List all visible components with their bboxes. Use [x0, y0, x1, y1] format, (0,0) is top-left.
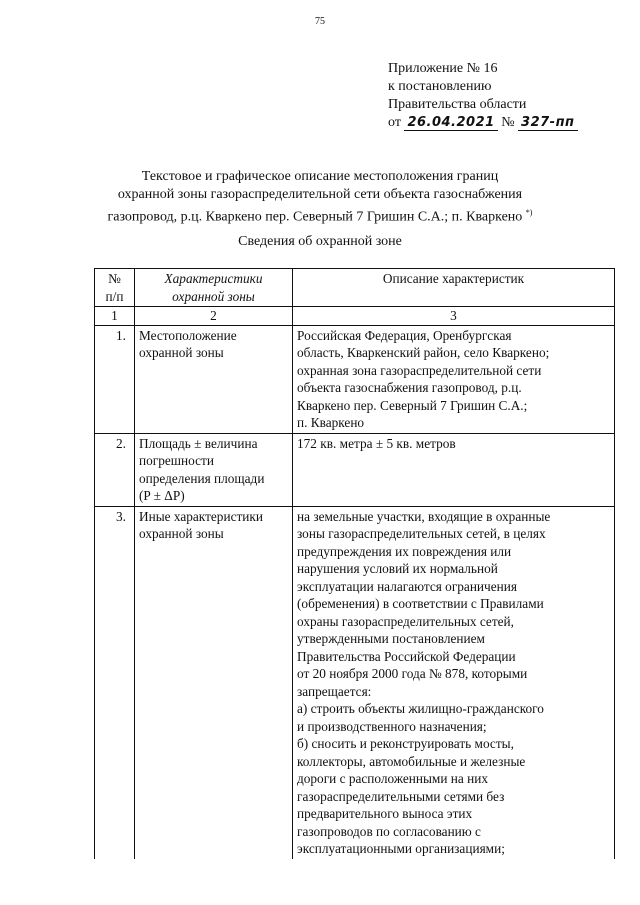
title-line-1: Текстовое и графическое описание местоположения границ — [141, 169, 499, 184]
cell-line: Иные характеристики — [139, 508, 263, 524]
cell-line: Площадь ± величина — [139, 435, 258, 451]
cell-line: Российская Федерация, Оренбургская — [297, 327, 512, 343]
header-description: Описание характеристик — [293, 269, 615, 307]
zone-info-table — [94, 268, 615, 859]
cell-line: охраны газораспределительных сетей, — [297, 613, 514, 629]
row-characteristic — [135, 506, 293, 859]
cell-line: Местоположение — [139, 327, 237, 343]
index-cell: 3 — [293, 307, 615, 326]
cell-line: предупреждения их повреждения или — [297, 543, 512, 559]
row-number: 1. — [95, 325, 135, 433]
appendix-line-2: к постановлению — [388, 79, 492, 94]
table-header-row — [95, 269, 615, 307]
cell-line: эксплуатации налагаются ограничения — [297, 578, 517, 594]
cell-line: газораспределительными сетями без — [297, 788, 505, 804]
cell-line: б) сносить и реконструировать мосты, — [297, 736, 514, 751]
table-row — [95, 506, 615, 859]
cell-line: Кваркено пер. Северный 7 Гришин С.А.; — [297, 397, 528, 413]
appendix-line-3: Правительства области — [388, 97, 527, 112]
header-num-line-1: № — [108, 271, 121, 286]
number-prefix: № — [501, 115, 515, 130]
cell-line: охранной зоны — [139, 345, 224, 360]
cell-line: и производственного назначения; — [297, 718, 487, 734]
appendix-date-line — [388, 114, 578, 132]
row-number: 3. — [95, 506, 135, 859]
row-description — [293, 433, 615, 506]
cell-line: 172 кв. метра ± 5 кв. метров — [297, 435, 456, 451]
cell-line: коллекторы, автомобильные и железные — [297, 753, 526, 769]
header-char-line-2: охранной зоны — [172, 288, 255, 304]
date-prefix: от — [388, 115, 401, 130]
cell-line: запрещается: — [297, 683, 372, 699]
header-characteristics — [135, 269, 293, 307]
index-cell: 1 — [95, 307, 135, 326]
cell-line: Правительства Российской Федерации — [297, 648, 516, 664]
cell-line: а) строить объекты жилищно-гражданского — [297, 701, 544, 716]
row-description — [293, 325, 615, 433]
page-number: 75 — [315, 16, 325, 27]
cell-line: область, Кваркенский район, село Кваркено; — [297, 345, 550, 360]
cell-line: эксплуатационными организациями; — [297, 841, 505, 856]
cell-line: зоны газораспределительных сетей, в целях — [297, 526, 546, 541]
cell-line: газопроводов по согласованию с — [297, 823, 481, 839]
footnote-mark: *) — [525, 208, 533, 217]
appendix-header — [388, 60, 578, 132]
document-title — [0, 168, 640, 227]
cell-line: погрешности — [139, 453, 214, 468]
cell-line: предварительного выноса этих — [297, 806, 473, 821]
header-num-line-2: п/п — [105, 288, 124, 304]
cell-line: п. Кваркено — [297, 415, 365, 430]
handwritten-date: 26.04.2021 — [404, 116, 497, 131]
cell-line: определения площади — [139, 470, 265, 486]
table-row — [95, 325, 615, 433]
header-char-line-1: Характеристики — [164, 271, 263, 286]
index-cell: 2 — [135, 307, 293, 326]
cell-line: (P ± ΔP) — [139, 488, 185, 503]
title-line-3-text: газопровод, р.ц. Кваркено пер. Северный 7 Гришин С.А.; п. Кваркено — [107, 209, 523, 225]
cell-line: дороги с расположенными на них — [297, 771, 488, 786]
cell-line: (обременения) в соответствии с Правилами — [297, 596, 544, 611]
cell-line: объекта газоснабжения газопровод, р.ц. — [297, 380, 522, 395]
cell-line: от 20 ноября 2000 года № 878, которыми — [297, 666, 528, 681]
row-characteristic — [135, 433, 293, 506]
cell-line: утвержденными постановлением — [297, 631, 485, 646]
title-line-2: охранной зоны газораспределительной сети объекта газоснабжения — [117, 187, 523, 202]
section-subtitle: Сведения об охранной зоне — [238, 234, 402, 249]
row-number: 2. — [95, 433, 135, 506]
row-description — [293, 506, 615, 859]
appendix-line-1: Приложение № 16 — [388, 61, 498, 76]
cell-line: на земельные участки, входящие в охранные — [297, 508, 551, 524]
cell-line: нарушения условий их нормальной — [297, 561, 498, 576]
title-line-3 — [0, 204, 640, 227]
row-characteristic — [135, 325, 293, 433]
handwritten-number: 327-пп — [518, 116, 578, 131]
table-row — [95, 433, 615, 506]
header-num — [95, 269, 135, 307]
cell-line: охранная зона газораспределительной сети — [297, 362, 542, 378]
table-index-row — [95, 307, 615, 326]
cell-line: охранной зоны — [139, 526, 224, 541]
